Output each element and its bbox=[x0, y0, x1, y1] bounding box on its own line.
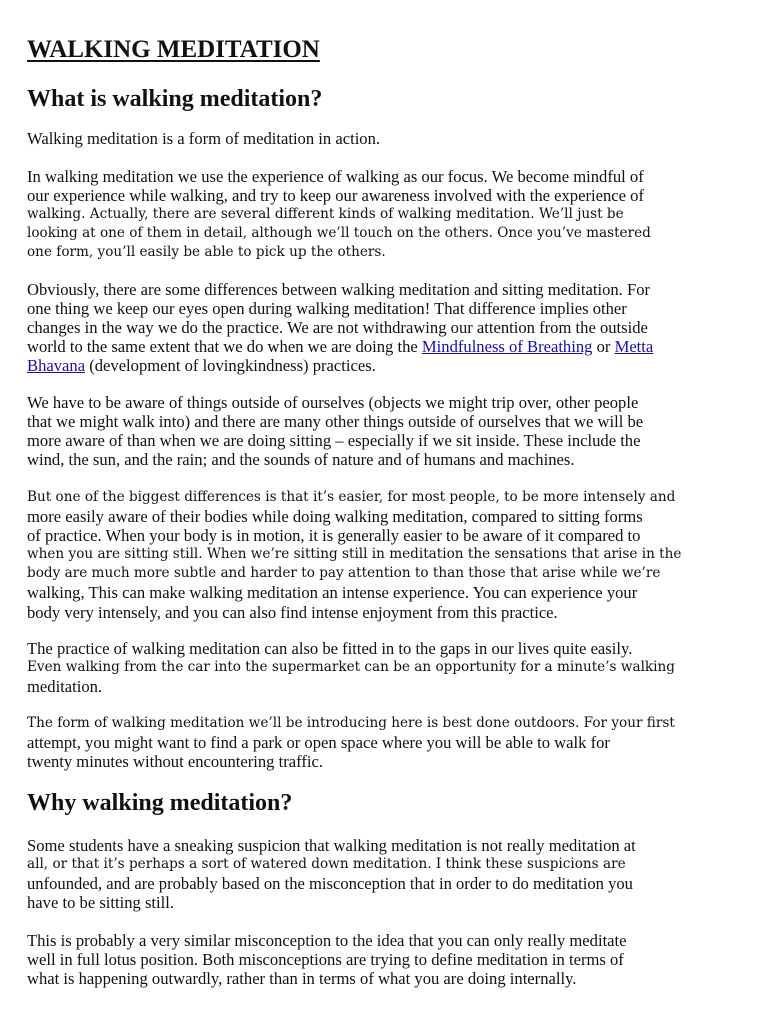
text-line: Even walking from the car into the supermarket can be an opportunity for a minute’s walking bbox=[27, 659, 675, 676]
text-line: that we might walk into) and there are many other things outside of ourselves that we will be bbox=[27, 412, 644, 432]
text-line: one thing we keep our eyes open during walking meditation! That difference implies other bbox=[27, 299, 627, 319]
text-line-with-links bbox=[27, 337, 743, 356]
text-line: This is probably a very similar misconception to the idea that you can only really meditate bbox=[27, 931, 627, 950]
text-line: our experience while walking, and try to keep our awareness involved with the experience of bbox=[27, 186, 644, 206]
text-line: The practice of walking meditation can also be fitted in to the gaps in our lives quite easily. bbox=[27, 639, 633, 658]
paragraph-gaps bbox=[27, 639, 743, 696]
metta-bhavana-link[interactable]: Metta bbox=[614, 337, 654, 357]
text-line: what is happening outwardly, rather than in terms of what you are doing internally. bbox=[27, 969, 577, 989]
text-line: all, or that it’s perhaps a sort of watered down meditation. I think these suspicions are bbox=[27, 856, 626, 873]
text-line: The form of walking meditation we’ll be introducing here is best done outdoors. For your first bbox=[27, 715, 675, 731]
paragraph-biggest-difference bbox=[27, 488, 743, 622]
mindfulness-of-breathing-link[interactable]: Mindfulness of Breathing bbox=[421, 337, 593, 357]
text-line: body are much more subtle and harder to pay attention to than those that arise while we’re bbox=[27, 565, 661, 582]
text-line: looking at one of them in detail, although we’ll touch on the others. Once you’ve mastered bbox=[27, 225, 651, 242]
text-fragment: world to the same extent that we do when we are doing the bbox=[27, 337, 422, 357]
text-line: changes in the way we do the practice. We are not withdrawing our attention from the outside bbox=[27, 318, 648, 338]
text-line: twenty minutes without encountering traffic. bbox=[27, 752, 324, 772]
paragraph-lotus bbox=[27, 931, 743, 988]
text-line: one form, you’ll easily be able to pick up the others. bbox=[27, 244, 386, 261]
text-fragment: or bbox=[592, 337, 615, 357]
text-line: meditation. bbox=[27, 677, 103, 697]
section-heading-why: Why walking meditation? bbox=[27, 790, 293, 816]
text-line: walking. Actually, there are several different kinds of walking meditation. We’ll just be bbox=[27, 206, 624, 223]
text-line: In walking meditation we use the experience of walking as our focus. We become mindful of bbox=[27, 167, 644, 186]
text-fragment: (development of lovingkindness) practices. bbox=[85, 356, 376, 376]
document-title: WALKING MEDITATION bbox=[27, 36, 320, 63]
text-line: body very intensely, and you can also find intense enjoyment from this practice. bbox=[27, 602, 558, 622]
text-line: of practice. When your body is in motion, it is generally easier to be aware of it compared to bbox=[27, 526, 641, 546]
text-line: We have to be aware of things outside of ourselves (objects we might trip over, other people bbox=[27, 393, 639, 412]
text-line: attempt, you might want to find a park or open space where you will be able to walk for bbox=[27, 733, 610, 753]
metta-bhavana-link-continued[interactable]: Bhavana bbox=[27, 356, 86, 376]
text-line: Some students have a sneaking suspicion that walking meditation is not really meditation at bbox=[27, 836, 636, 855]
paragraph-intro bbox=[27, 129, 743, 148]
section-heading-what-is: What is walking meditation? bbox=[27, 86, 323, 112]
text-line: But one of the biggest differences is that it’s easier, for most people, to be more intensely and bbox=[27, 489, 676, 505]
text-line: have to be sitting still. bbox=[27, 893, 175, 913]
text-line: more easily aware of their bodies while doing walking meditation, compared to sitting forms bbox=[27, 507, 643, 527]
text-line: Walking meditation is a form of meditation in action. bbox=[27, 129, 381, 148]
paragraph-suspicion bbox=[27, 836, 743, 912]
text-line: wind, the sun, and the rain; and the sounds of nature and of humans and machines. bbox=[27, 450, 575, 470]
text-line: more aware of than when we are doing sitting – especially if we sit inside. These include the bbox=[27, 431, 641, 451]
text-line: walking, This can make walking meditation an intense experience. You can experience your bbox=[27, 583, 638, 603]
text-line-with-link bbox=[27, 356, 743, 375]
text-line: unfounded, and are probably based on the misconception that in order to do meditation you bbox=[27, 874, 633, 894]
paragraph-awareness bbox=[27, 393, 743, 469]
paragraph-walking-focus bbox=[27, 167, 743, 262]
text-line: well in full lotus position. Both misconceptions are trying to define meditation in terms of bbox=[27, 950, 624, 970]
text-line: when you are sitting still. When we’re sitting still in meditation the sensations that arise in the bbox=[27, 546, 682, 563]
text-line: Obviously, there are some differences between walking meditation and sitting meditation. For bbox=[27, 280, 651, 299]
paragraph-outdoors bbox=[27, 714, 743, 771]
paragraph-differences bbox=[27, 280, 743, 375]
